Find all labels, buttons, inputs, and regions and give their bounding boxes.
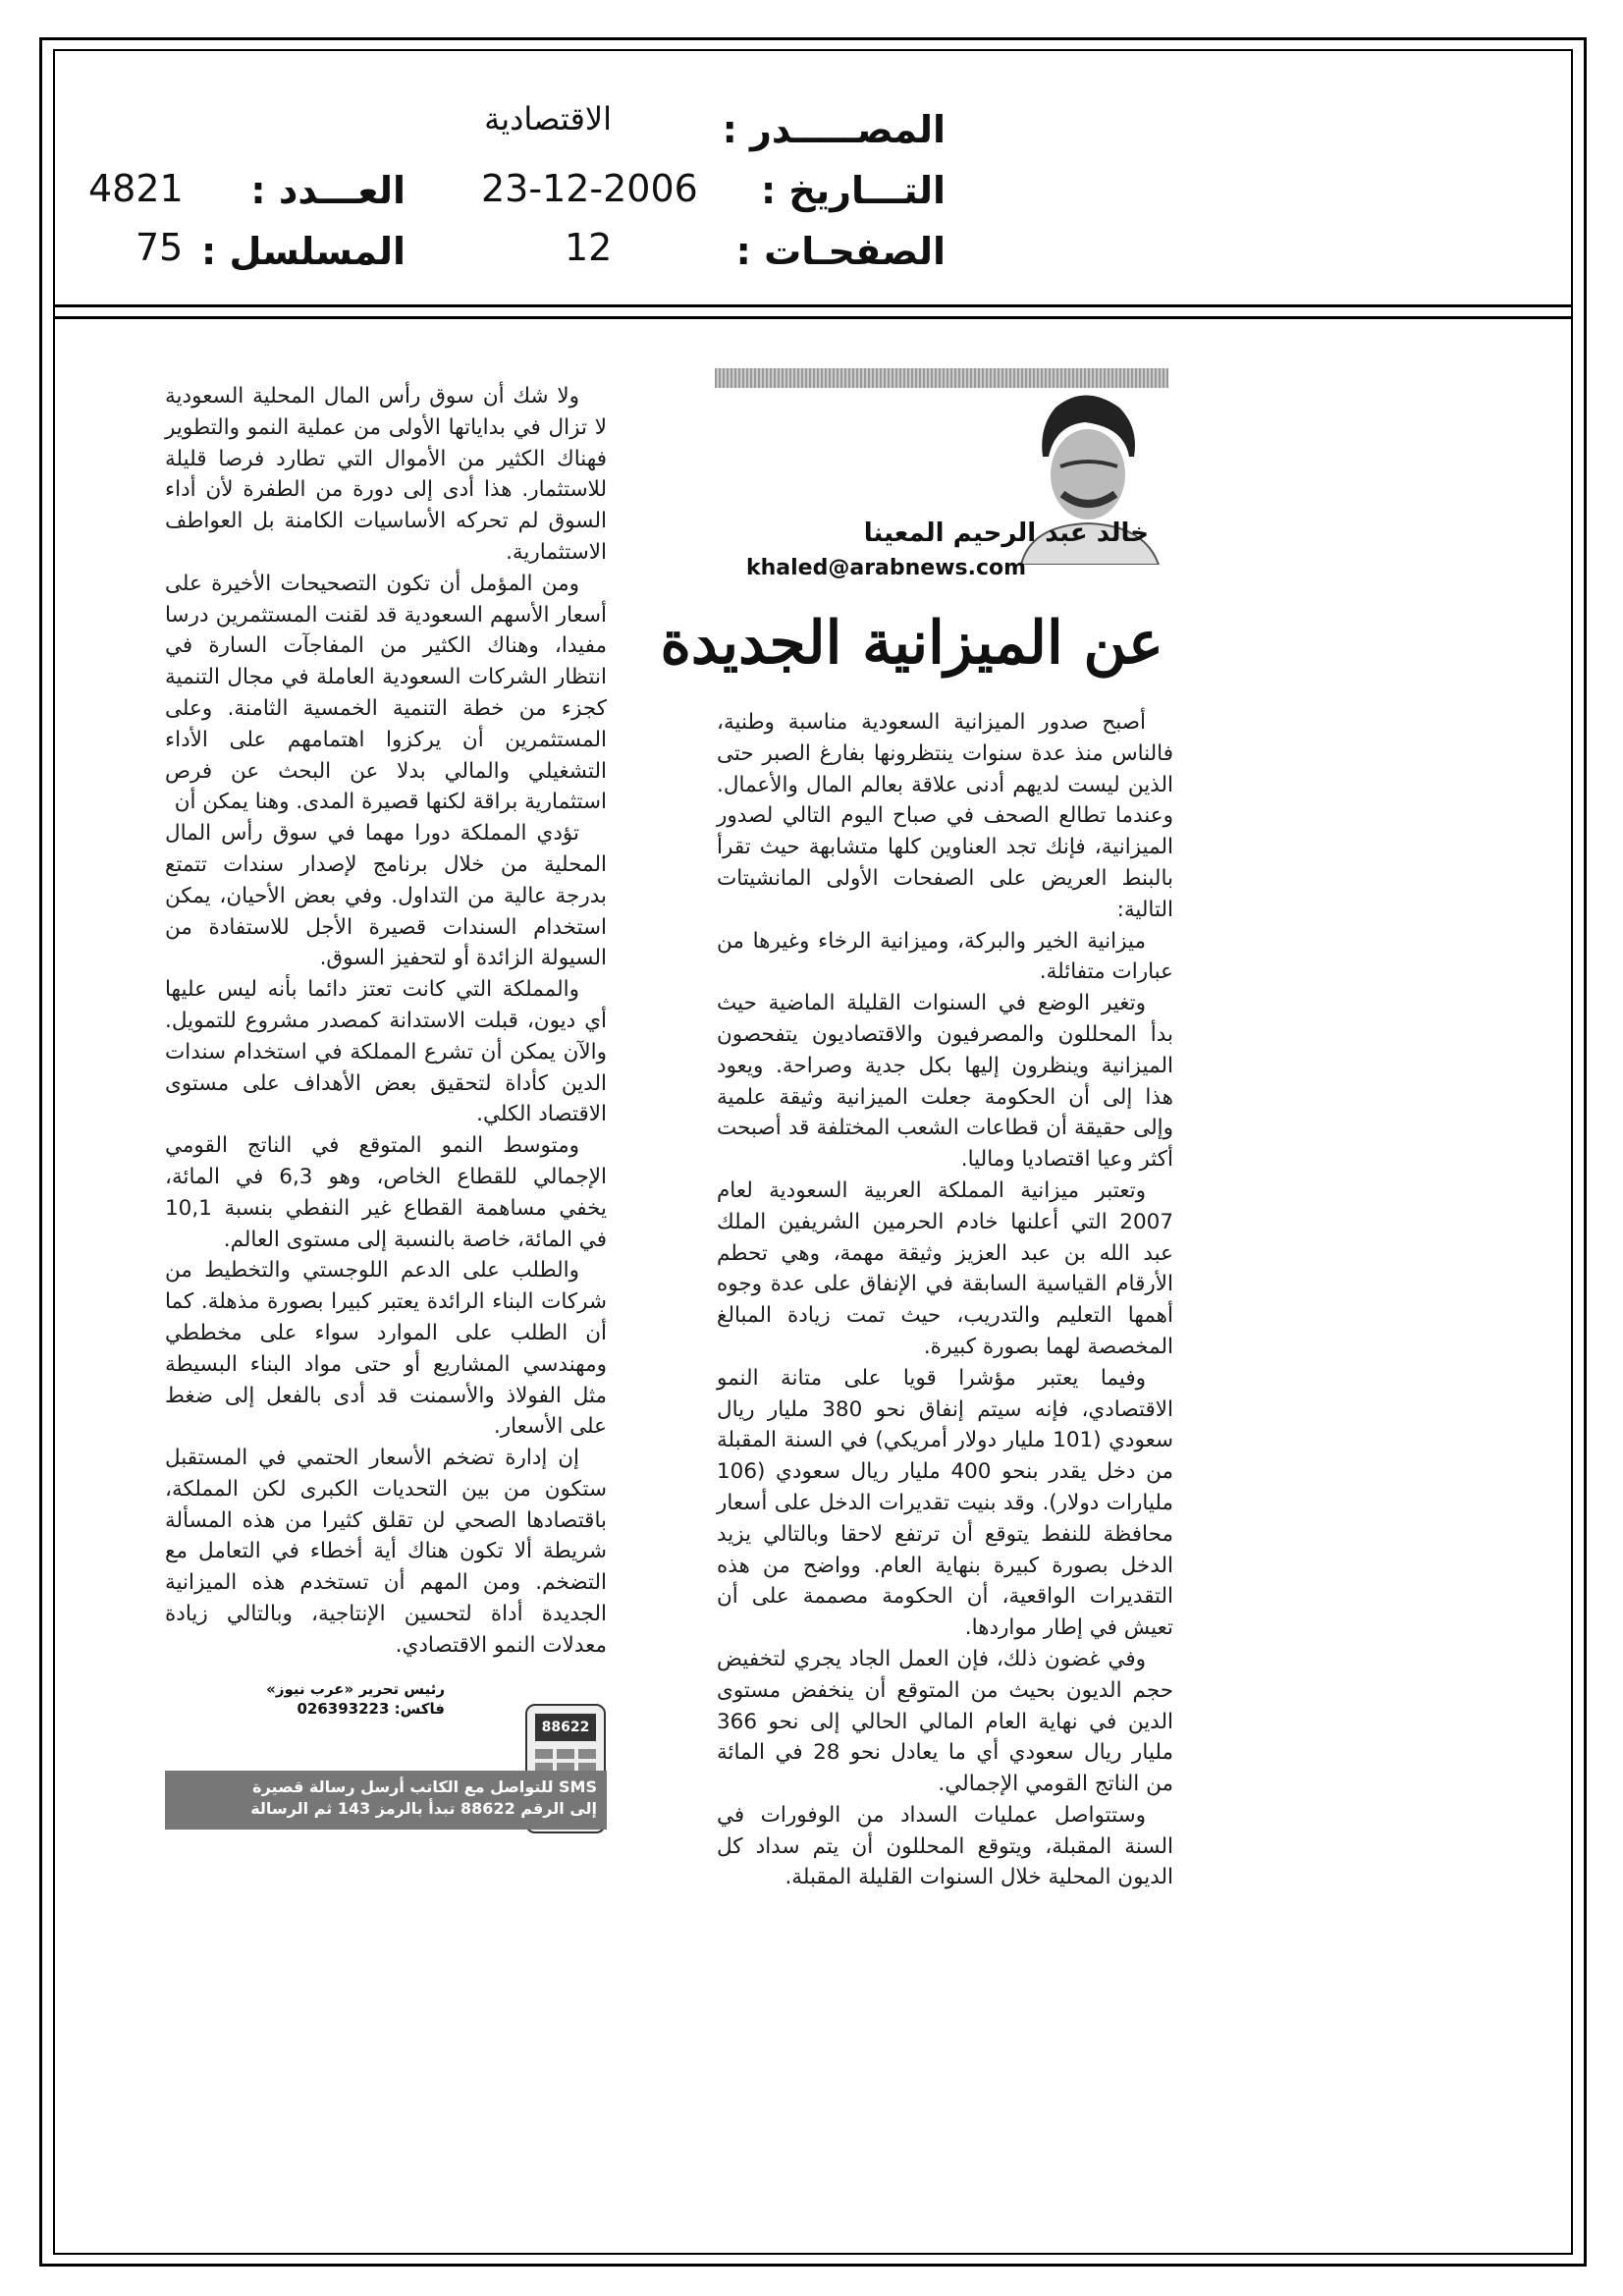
sms-line-2: إلى الرقم 88622 تبدأ بالرمز 143 ثم الرسالة xyxy=(250,1799,597,1818)
pages-value: 12 xyxy=(565,226,613,269)
paragraph: وستتواصل عمليات السداد من الوفورات في السنة المقبلة، ويتوقع المحللون أن يتم سداد كل الديون المحلية خلال السنوات القليلة المقبلة. xyxy=(717,1802,1173,1890)
paragraph: وفي غضون ذلك، فإن العمل الجاد يجري لتخفيض حجم الديون بحيث من المتوقع أن ينخفض مستوى الدين في نهاية العام المالي الحالي إلى نحو 366 مليار ريال سعودي أي ما يعادل نحو 28 في المائة من الناتج القومي الإجمالي. xyxy=(717,1646,1173,1797)
footnote-role: رئيس تحرير «عرب نيوز» xyxy=(266,1680,445,1698)
paragraph: ومن المؤمل أن تكون التصحيحات الأخيرة على أسعار الأسهم السعودية قد لقنت المستثمرين درسا مفيدا، وهناك الكثير من المفاجآت السارة في انتظار الشركات السعودية العاملة في مجال التنمية كجزء من خطة التنمية الخمسية الثامنة. وعلى المستثمرين أن يركزوا اهتمامهم على الأداء التشغيلي والمالي بدلا عن البحث عن فرص استثمارية براقة لكنها قصيرة المدى. وهنا يمكن أن xyxy=(165,571,607,815)
header-divider-top xyxy=(53,304,1573,307)
paragraph: وفيما يعتبر مؤشرا قويا على متانة النمو الاقتصادي، فإنه سيتم إنفاق نحو 380 مليار ريال سعودي (101 مليار دولار أمريكي) في السنة المقبلة من دخل يقدر بنحو 400 مليار ريال سعودي (106 مليارات دولار). وقد بنيت تقديرات الدخل على أسعار محافظة للنفط يتوقع أن ترتفع لاحقا وبالتالي يزيد الدخل بصورة كبيرة بنهاية العام. وواضح من هذه التقديرات الواقعية، أن الحكومة مصممة على أن تعيش في إطار مواردها. xyxy=(717,1365,1174,1641)
article-title: عن الميزانية الجديدة xyxy=(660,609,1163,678)
paragraph: وتعتبر ميزانية المملكة العربية السعودية لعام 2007 التي أعلنها خادم الحرمين الشريفين الملك عبد الله بن عبد العزيز وثيقة مهمة، وهي تحطم الأرقام القياسية السابقة في الإنفاق على عدة وجوه أهمها التعليم والتدريب، حيث تمت زيادة المبالغ المخصصة لهما بصورة كبيرة. xyxy=(717,1177,1173,1359)
author-footnote xyxy=(266,1679,445,1719)
paragraph: والمملكة التي كانت تعتز دائما بأنه ليس عليها أي ديون، قبلت الاستدانة كمصدر مشروع للتمويل. والآن يمكن أن تشرع المملكة في استخدام سندات الدين كأداة لتحقيق بعض الأهداف على مستوى الاقتصاد الكلي. xyxy=(165,977,607,1127)
paragraph: ولا شك أن سوق رأس المال المحلية السعودية لا تزال في بداياتها الأولى من عملية النمو والتطوير فهناك الكثير من الأموال التي تطارد فرصا قليلة للاستثمار. هذا أدى إلى دورة من الطفرة لأن أداء السوق لم تحركه الأساسيات الكامنة بل العواطف الاستثمارية. xyxy=(165,384,607,565)
header-divider-bottom xyxy=(53,316,1573,319)
phone-screen: 88622 xyxy=(535,1714,596,1741)
paragraph: وتغير الوضع في السنوات القليلة الماضية حيث بدأ المحللون والمصرفيون والاقتصاديون يتفحصون الميزانية وينظرون إليها بكل جدية وصراحة. ويعود هذا إلى أن الحكومة جعلت الميزانية وثيقة علمية وإلى حقيقة أن قطاعات الشعب المختلفة قد أصبحت أكثر وعيا اقتصاديا وماليا. xyxy=(717,991,1173,1173)
paragraph: ومتوسط النمو المتوقع في الناتج القومي الإجمالي للقطاع الخاص، وهو 6,3 في المائة، يخفي مساهمة القطاع غير النفطي بنسبة 10,1 في المائة، خاصة بالنسبة إلى مستوى العالم. xyxy=(165,1133,607,1252)
serial-value: 75 xyxy=(135,226,184,269)
sms-line-1: SMS للتواصل مع الكاتب أرسل رسالة قصيرة xyxy=(252,1777,597,1796)
paragraph: أصبح صدور الميزانية السعودية مناسبة وطنية، فالناس منذ عدة سنوات ينتظرونها بفارغ الصبر حتى الذين ليست لديهم أدنى علاقة بعالم المال والأعمال. وعندما تطالع الصحف في صباح اليوم التالي لصدور الميزانية، فإنك تجد العناوين كلها متشابهة حيث تقرأ بالبنط العريض على الصفحات الأولى المانشيتات التالية: xyxy=(717,710,1173,922)
author-name: خالد عبد الرحيم المعينا xyxy=(863,519,1149,548)
paragraph: والطلب على الدعم اللوجستي والتخطيط من شركات البناء الرائدة يعتبر كبيرا بصورة مذهلة. كما أن الطلب على الموارد سواء على مخططي ومهندسي المشاريع أو حتى مواد البناء البسيطة مثل الفولاذ والأسمنت قد أدى بالفعل إلى ضغط على الأسعار. xyxy=(165,1258,607,1440)
paragraph: ميزانية الخير والبركة، وميزانية الرخاء وغيرها من عبارات متفائلة. xyxy=(717,928,1173,985)
footnote-fax: فاكس: 026393223 xyxy=(297,1700,445,1718)
date-label: التـــاريخ : xyxy=(761,169,946,212)
article-column-left xyxy=(165,381,607,1662)
issue-value: 4821 xyxy=(88,167,184,210)
sms-contact-banner xyxy=(165,1771,607,1830)
issue-label: العـــدد : xyxy=(250,169,406,212)
article-column-right xyxy=(717,707,1173,1893)
serial-label: المسلسل : xyxy=(201,230,406,273)
pages-label: الصفحـات : xyxy=(735,230,946,273)
source-value: الاقتصادية xyxy=(484,100,612,137)
source-label: المصـــــدر : xyxy=(722,108,946,151)
author-photo-banner xyxy=(715,368,1168,388)
paragraph: تؤدي المملكة دورا مهما في سوق رأس المال المحلية من خلال برنامج لإصدار سندات تتمتع بدرجة عالية من التداول. وفي بعض الأحيان، يمكن استخدام السندات قصيرة الأجل للاستفادة من السيولة الزائدة أو لتحفيز السوق. xyxy=(165,821,607,971)
paragraph: إن إدارة تضخم الأسعار الحتمي في المستقبل ستكون من بين التحديات الكبرى لكن المملكة، باقتصادها الصحي لن تقلق كثيرا من هذه المسألة شريطة ألا تكون هناك أية أخطاء في التعامل مع التضخم. ومن المهم أن تستخدم هذه الميزانية الجديدة أداة لتحسين الإنتاجية، وبالتالي زيادة معدلات النمو الاقتصادي. xyxy=(165,1446,607,1658)
date-value: 23-12-2006 xyxy=(481,167,698,210)
author-email: khaled@arabnews.com xyxy=(746,556,1027,580)
